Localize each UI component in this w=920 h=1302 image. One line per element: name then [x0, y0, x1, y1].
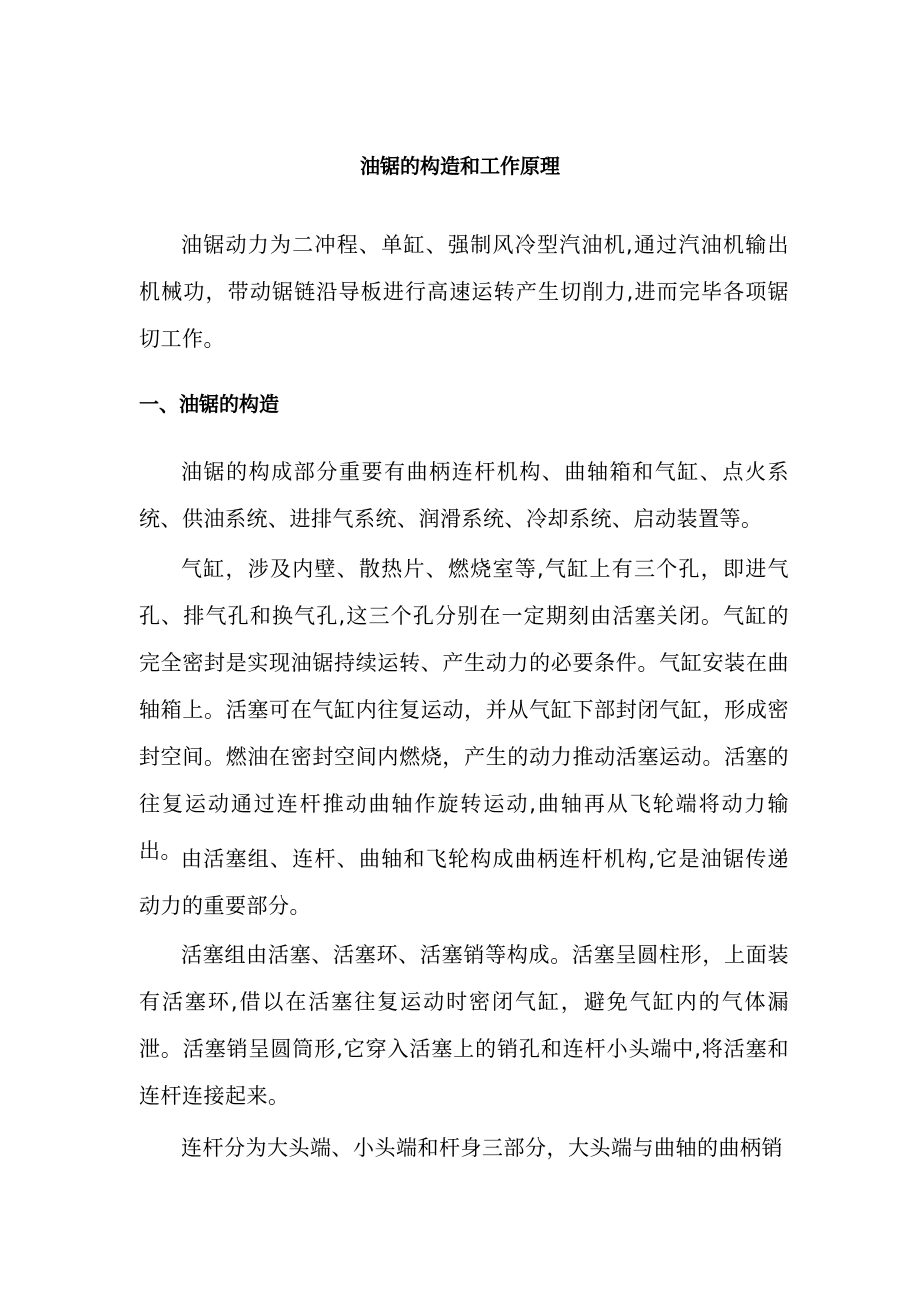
section-heading: 一、油锯的构造	[139, 392, 279, 416]
body-paragraph: 气缸，涉及内壁、散热片、燃烧室等,气缸上有三个孔，即进气孔、排气孔和换气孔,这三个孔分别在一定期刻由活塞关闭。气缸的完全密封是实现油锯持续运转、产生动力的必要条件。气缸安装在曲轴箱上。活塞可在气缸内往复运动，并从气缸下部封闭气缸，形成密封空间。燃油在密封空间内燃烧，产生的动力推动活塞运动。活塞的往复运动通过连杆推动曲轴作旋转运动,曲轴再从飞轮端将动力输出。	[139, 557, 789, 863]
document-title: 油锯的构造和工作原理	[360, 154, 560, 178]
body-paragraph: 活塞组由活塞、活塞环、活塞销等构成。活塞呈圆柱形，上面装有活塞环,借以在活塞往复运动时密闭气缸，避免气缸内的气体漏泄。活塞销呈圆筒形,它穿入活塞上的销孔和连杆小头端中,将活塞和连杆连接起来。	[139, 943, 789, 1108]
intro-paragraph: 油锯动力为二冲程、单缸、强制风冷型汽油机,通过汽油机输出机械功，带动锯链沿导板进行高速运转产生切削力,进而完毕各项锯切工作。	[139, 233, 789, 351]
body-paragraph: 连杆分为大头端、小头端和杆身三部分，大头端与曲轴的曲柄销	[181, 1136, 783, 1160]
body-paragraph: 由活塞组、连杆、曲轴和飞轮构成曲柄连杆机构,它是油锯传递动力的重要部分。	[139, 847, 789, 918]
body-paragraph: 油锯的构成部分重要有曲柄连杆机构、曲轴箱和气缸、点火系统、供油系统、进排气系统、润滑系统、冷却系统、启动装置等。	[139, 460, 789, 531]
